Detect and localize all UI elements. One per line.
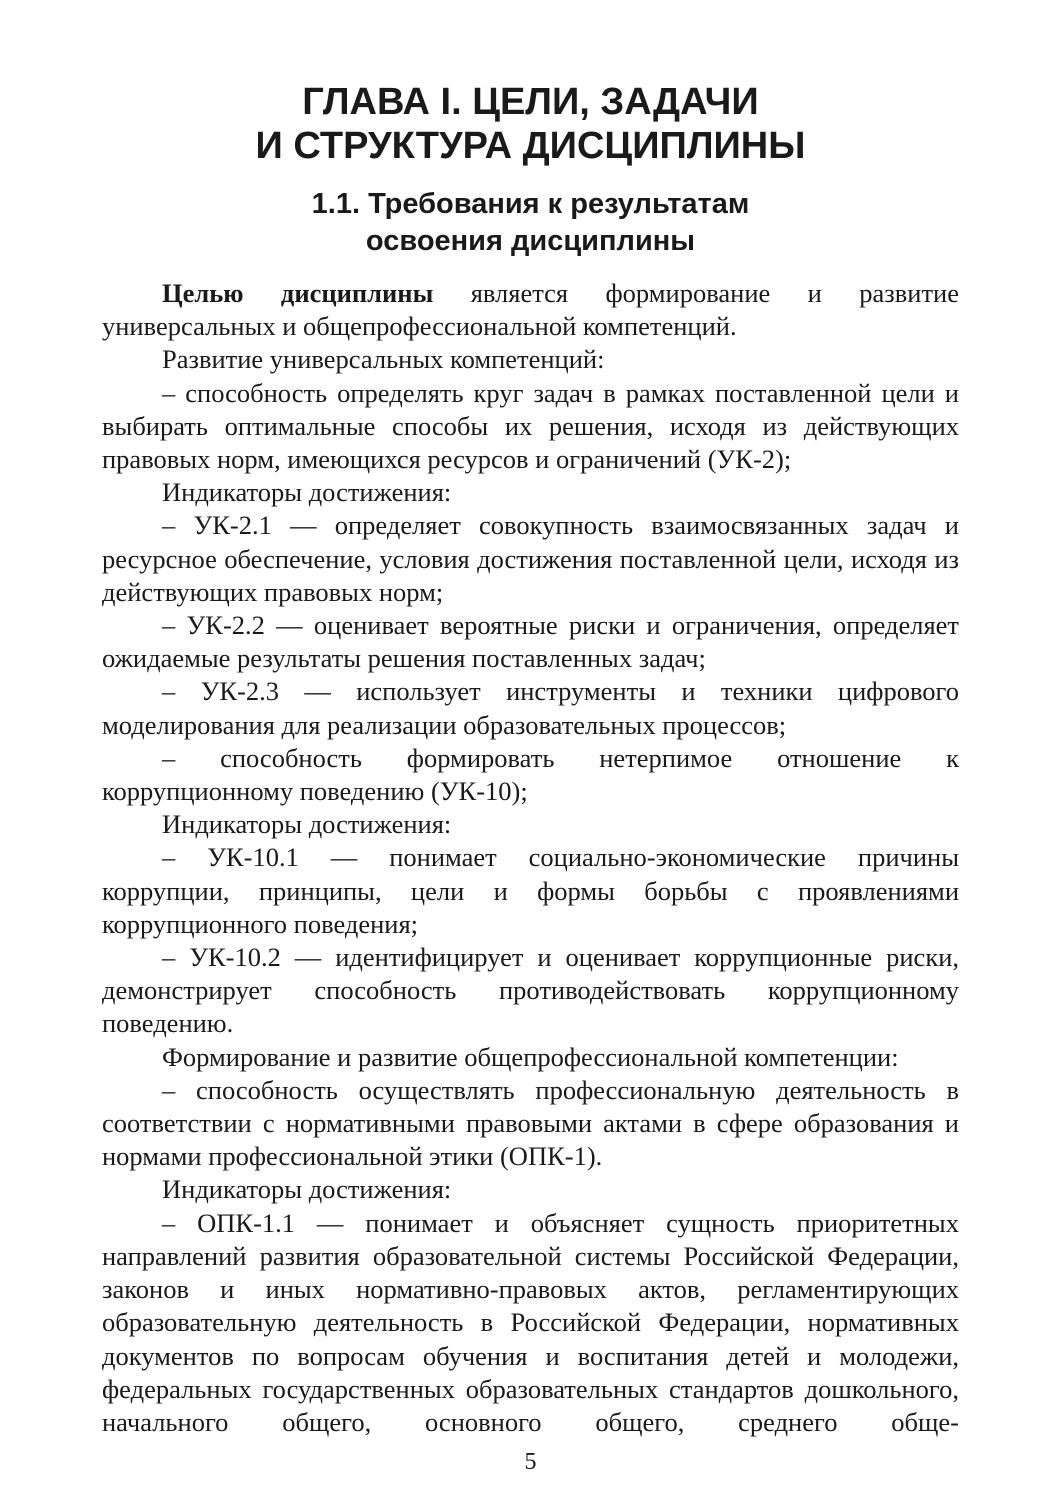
goal-text: является формирование и развитие универсальных и общепрофессиональной компетенций. — [102, 278, 959, 342]
paragraph-indicators-2: Индикаторы достижения: — [162, 809, 452, 840]
page-number: 5 — [524, 1449, 537, 1475]
paragraph-indicators-3: Индикаторы достижения: — [162, 1174, 452, 1205]
section-title — [0, 186, 1061, 260]
paragraph-uk2-3: – УК-2.3 — использует инструменты и техники цифрового моделирования для реализации образовательных процессов; — [102, 676, 959, 740]
paragraph-indicators-1: Индикаторы достижения: — [162, 477, 452, 508]
section-title-line-1: 1.1. Требования к результатам — [311, 188, 750, 220]
paragraph-uk10-1: – УК-10.1 — понимает социально-экономические причины коррупции, принципы, цели и формы борьбы с проявлениями коррупционного поведения; — [102, 842, 959, 939]
chapter-title-line-2: И СТРУКТУРА ДИСЦИПЛИНЫ — [255, 125, 806, 167]
paragraph-general-professional-heading: Формирование и развитие общепрофессиональной компетенции: — [162, 1041, 899, 1072]
paragraph-uk10-2: – УК-10.2 — идентифицирует и оценивает коррупционные риски, демонстрирует способность противодействовать коррупционному поведению. — [102, 942, 959, 1039]
paragraph-uk10: – способность формировать нетерпимое отношение к коррупционному поведению (УК-10); — [102, 742, 959, 807]
section-title-line-2: освоения дисциплины — [365, 225, 696, 257]
paragraph-goal — [102, 277, 959, 343]
paragraph-universal-heading: Развитие универсальных компетенций: — [162, 344, 605, 375]
chapter-title — [0, 80, 1061, 168]
paragraph-uk2-2: – УК-2.2 — оценивает вероятные риски и ограничения, определяет ожидаемые результаты решения поставленных задач; — [102, 610, 959, 674]
body-text — [102, 277, 959, 1439]
paragraph-uk2: – способность определять круг задач в рамках поставленной цели и выбирать оптимальные способы их решения, исходя из действующих правовых норм, имеющихся ресурсов и ограничений (УК-2); — [102, 377, 959, 475]
chapter-title-line-1: ГЛАВА I. ЦЕЛИ, ЗАДАЧИ — [302, 81, 759, 123]
paragraph-opk1: – способность осуществлять профессиональную деятельность в соответствии с нормативными правовыми актами в сфере образования и нормами профессиональной этики (ОПК-1). — [102, 1074, 959, 1172]
goal-bold-lead: Целью дисциплины — [162, 278, 434, 308]
paragraph-uk2-1: – УК-2.1 — определяет совокупность взаимосвязанных задач и ресурсное обеспечение, условия достижения поставленной цели, исходя из действующих правовых норм; — [102, 510, 959, 607]
paragraph-opk1-1: – ОПК-1.1 — понимает и объясняет сущность приоритетных направлений развития образовательной системы Российской Федерации, законов и иных нормативно-правовых актов, регламентирующих образовательную деятельность в Российской Федерации, нормативных документов по вопросам обучения и воспитания детей и молодежи, федеральных государственных образовательных стандартов дошкольного, начального общего, основного общего, среднего обще- — [102, 1207, 959, 1437]
